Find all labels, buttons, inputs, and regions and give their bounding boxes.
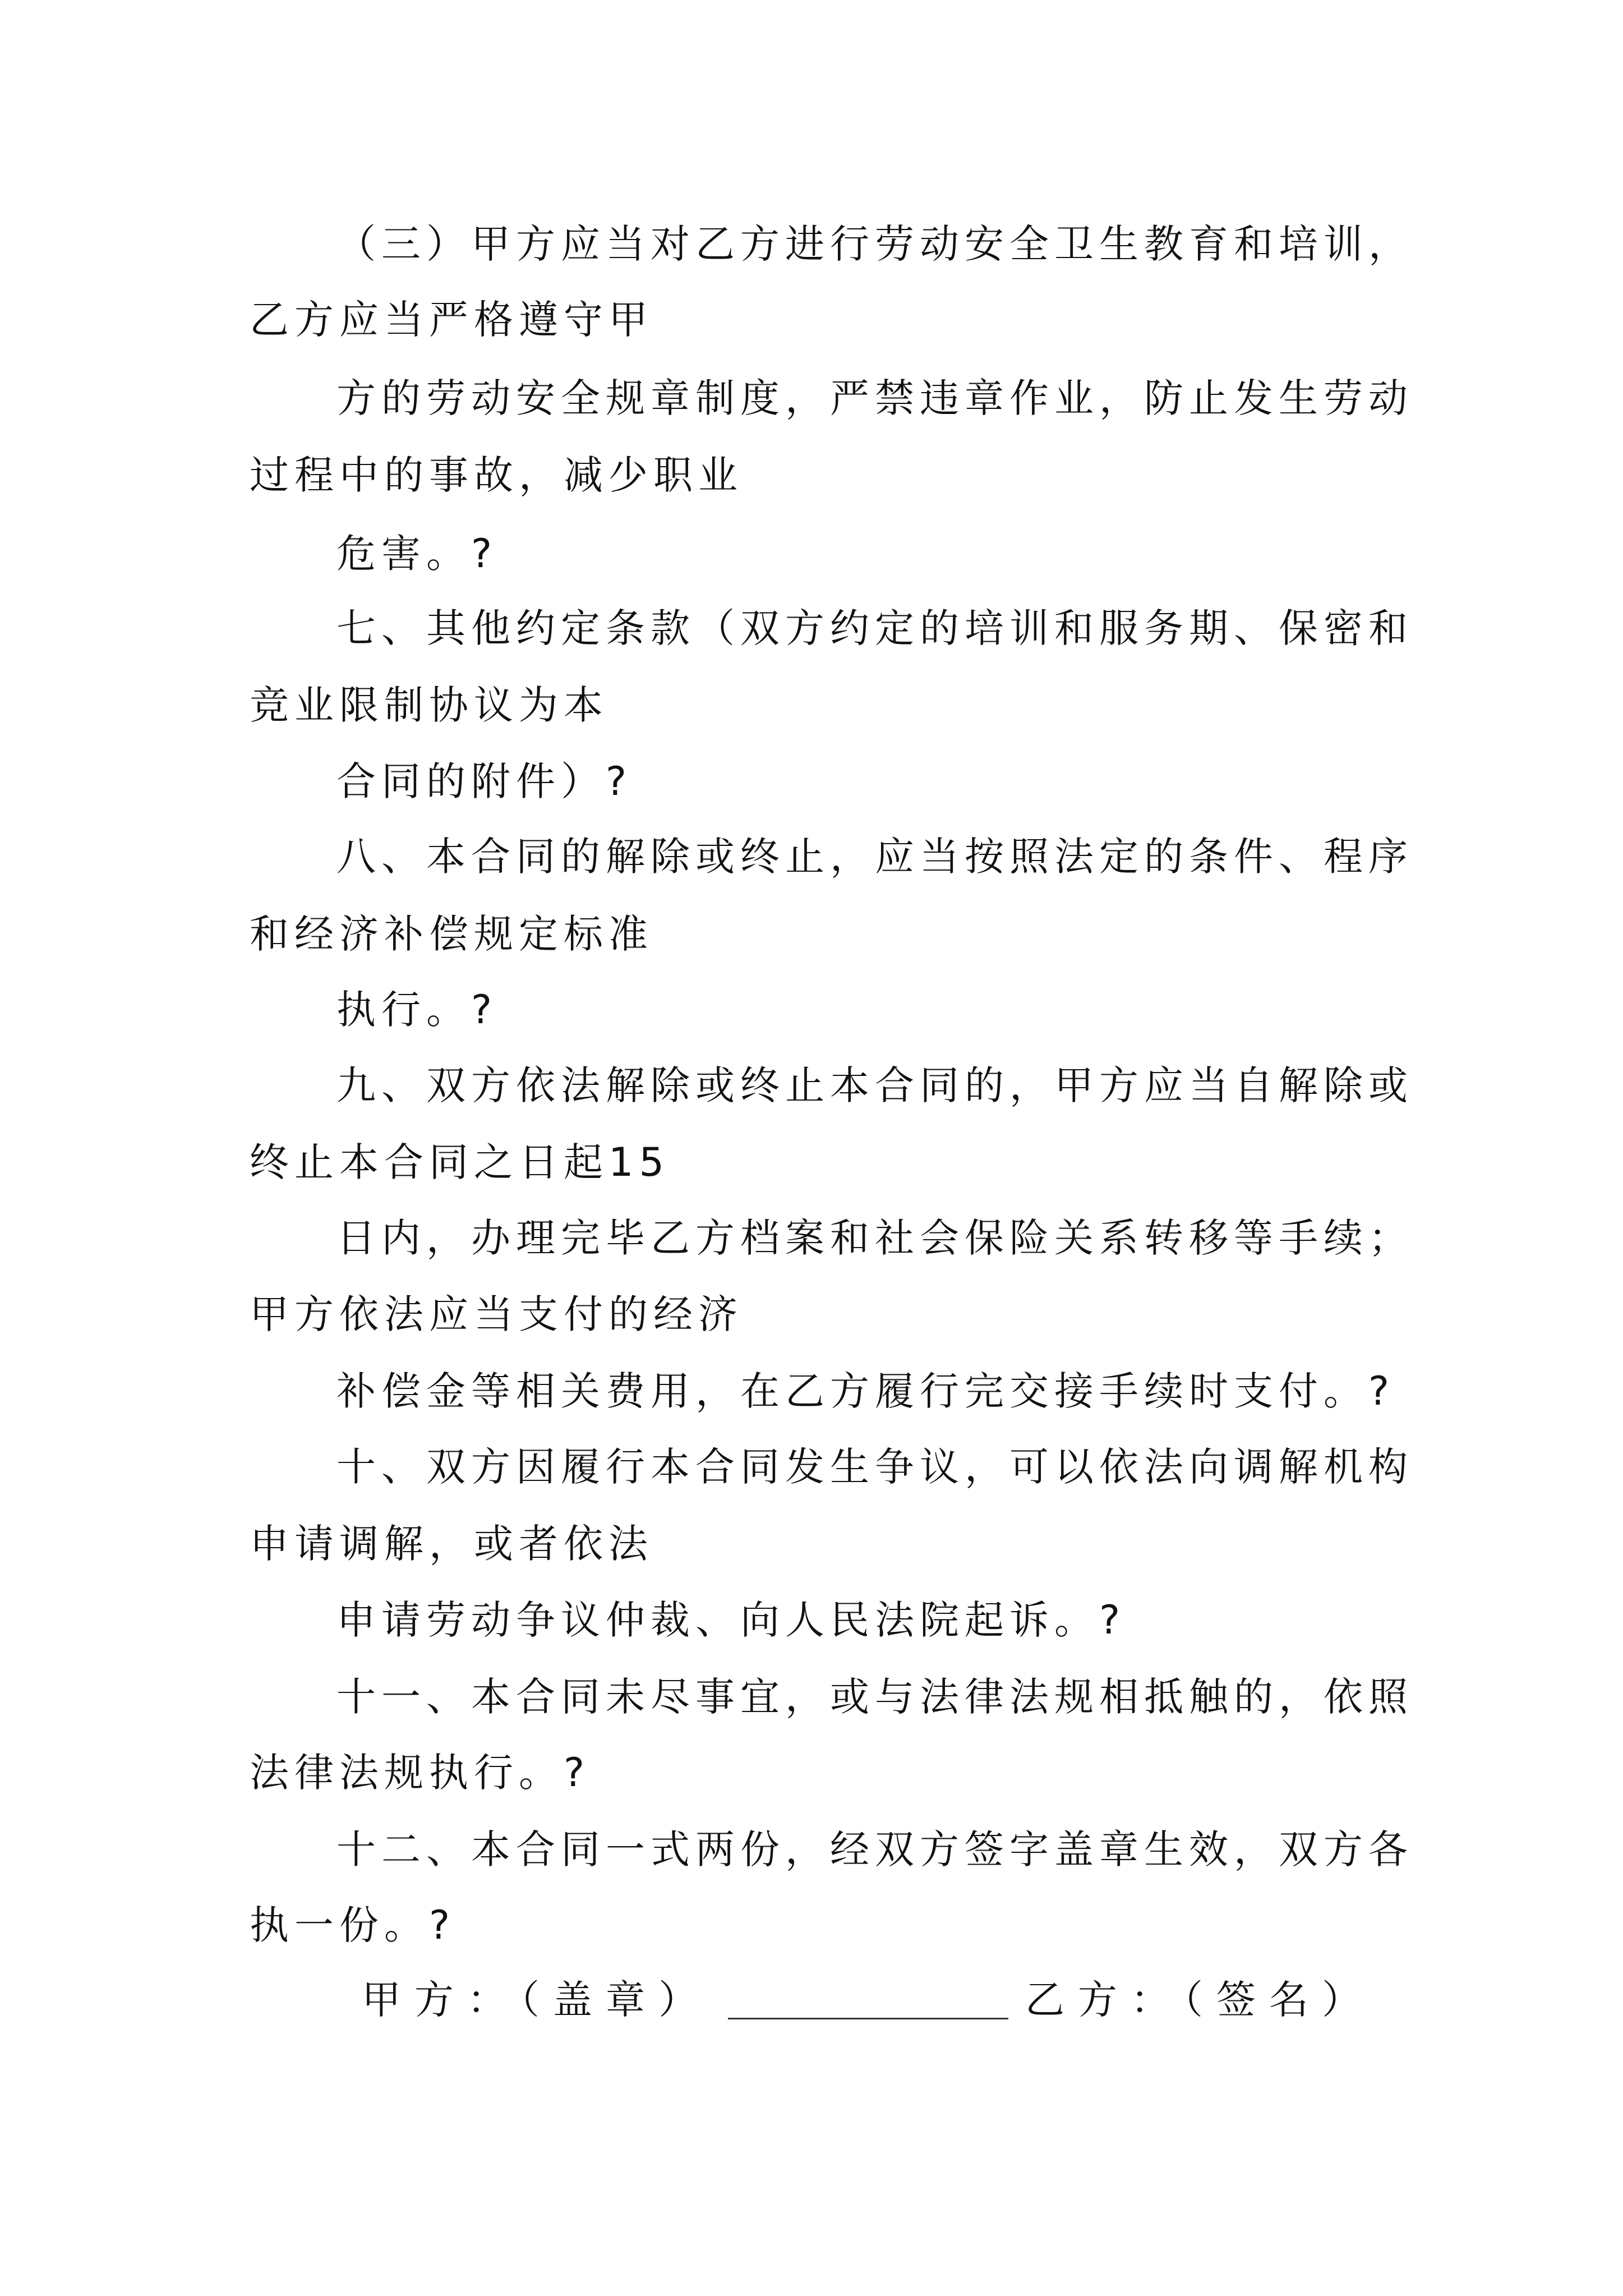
text-line: 日内，办理完毕乙方档案和社会保险关系转移等手续； — [336, 1215, 1413, 1261]
text-line: 申请调解，或者依法 — [250, 1521, 653, 1567]
text-line: 八、本合同的解除或终止，应当按照法定的条件、程序 — [336, 834, 1413, 880]
text-line: 九、双方依法解除或终止本合同的，甲方应当自解除或 — [336, 1062, 1413, 1108]
signature-line — [362, 1977, 1375, 2023]
text-line: 和经济补偿规定标准 — [250, 911, 653, 957]
text-line: 危害。? — [336, 531, 498, 577]
party-a-label: 甲方：（盖章） — [362, 1977, 711, 2023]
text-line: 补偿金等相关费用，在乙方履行完交接手续时支付。? — [336, 1368, 1395, 1414]
text-line: 十一、本合同未尽事宜，或与法律法规相抵触的，依照 — [336, 1674, 1413, 1720]
text-line: 竞业限制协议为本 — [250, 682, 608, 728]
text-line: 甲方依法应当支付的经济 — [250, 1291, 743, 1337]
text-line: （三）甲方应当对乙方进行劳动安全卫生教育和培训， — [336, 221, 1413, 267]
signature-blank — [728, 1984, 1008, 2019]
text-line: 合同的附件）? — [336, 758, 633, 804]
text-line: 法律法规执行。? — [250, 1750, 591, 1796]
text-line: 执行。? — [336, 987, 498, 1033]
text-line: 终止本合同之日起15 — [250, 1139, 670, 1185]
text-line: 十、双方因履行本合同发生争议，可以依法向调解机构 — [336, 1444, 1413, 1490]
party-b-label: 乙方：（签名） — [1025, 1977, 1375, 2023]
text-line: 乙方应当严格遵守甲 — [250, 297, 653, 343]
text-line: 过程中的事故，减少职业 — [250, 452, 743, 498]
text-line: 方的劳动安全规章制度，严禁违章作业，防止发生劳动 — [336, 375, 1413, 421]
text-line: 七、其他约定条款（双方约定的培训和服务期、保密和 — [336, 605, 1413, 651]
text-line: 申请劳动争议仲裁、向人民法院起诉。? — [336, 1597, 1126, 1643]
text-line: 执一份。? — [250, 1902, 456, 1948]
text-line: 十二、本合同一式两份，经双方签字盖章生效，双方各 — [336, 1826, 1413, 1872]
